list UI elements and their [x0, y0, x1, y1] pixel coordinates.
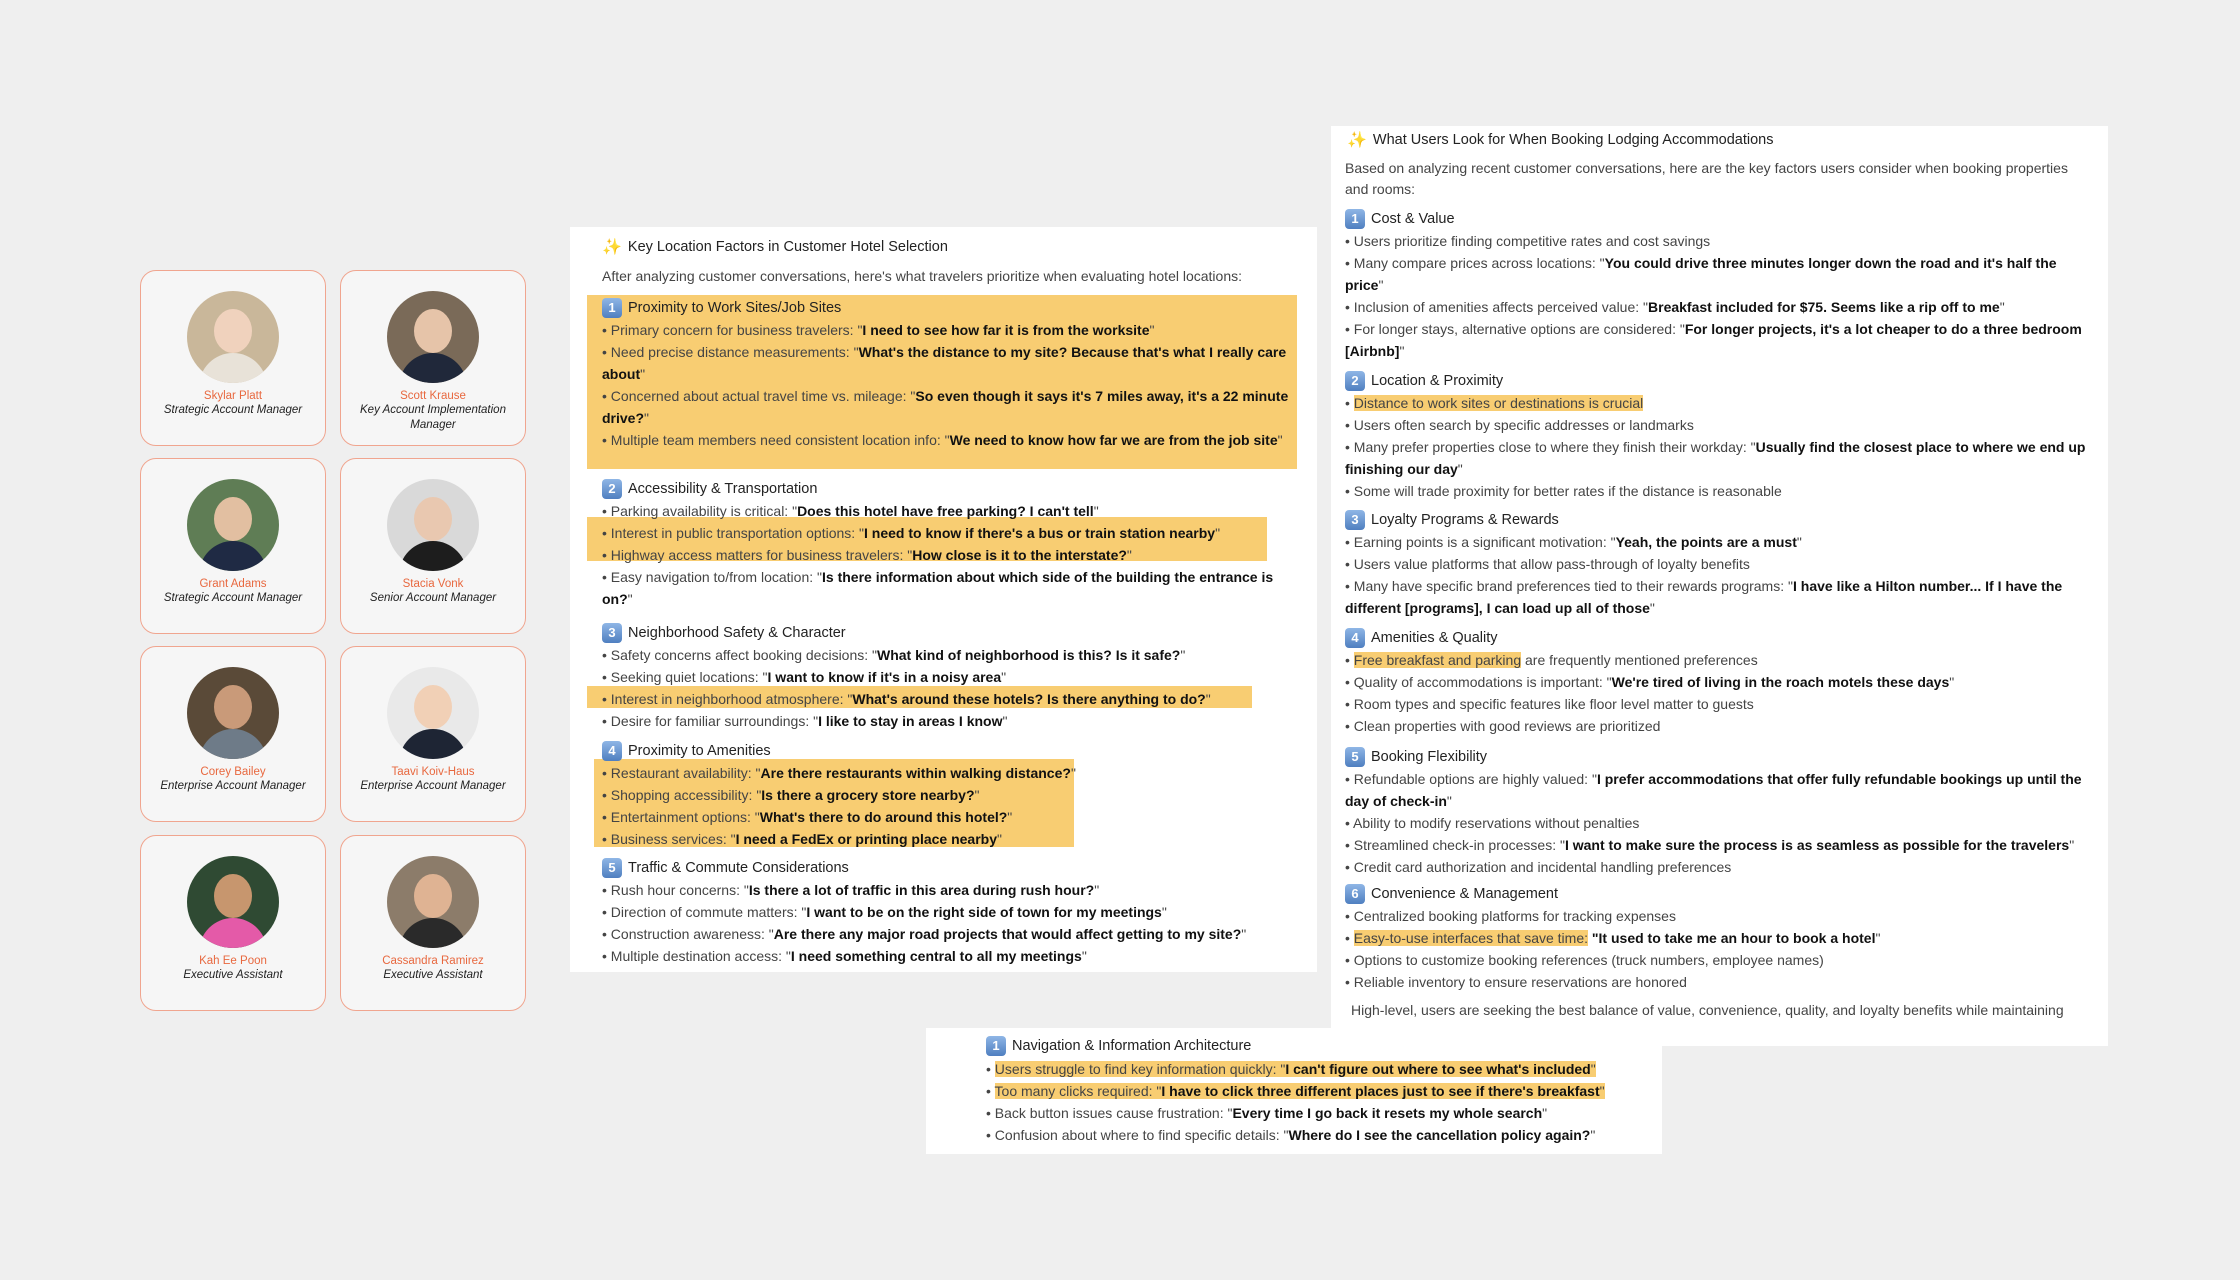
location-factors-panel	[570, 227, 1317, 972]
item-quote: I prefer accommodations that offer fully refundable bookings up until the day of check-in	[1345, 771, 2082, 809]
item-quote: I can't figure out where to see what's included	[1285, 1061, 1591, 1077]
item-text-end: are frequently mentioned preferences	[1521, 652, 1758, 668]
list-item: • Concerned about actual travel time vs. mileage: "So even though it says it's 7 miles away, it's a 22 minute drive?"	[602, 388, 1289, 426]
avatar	[187, 856, 279, 948]
lodging-panel-title: What Users Look for When Booking Lodging Accommodations	[1372, 132, 1774, 148]
item-quote: Yeah, the points are a must	[1615, 534, 1797, 550]
list-item: • Reliable inventory to ensure reservations are honored	[1345, 974, 1687, 990]
section-title: Proximity to Work Sites/Job Sites	[628, 300, 842, 316]
list-item: • Back button issues cause frustration: "Every time I go back it resets my whole search"	[986, 1105, 1548, 1121]
item-text: Concerned about actual travel time vs. mileage: "	[610, 388, 916, 404]
section	[1345, 509, 2090, 619]
list-item: • Need precise distance measurements: "What's the distance to my site? Because that's what I really care about"	[602, 344, 1287, 382]
section	[602, 857, 1307, 967]
section-title: Booking Flexibility	[1371, 749, 1488, 765]
item-quote: So even though it says it's 7 miles away, it's a 22 minute drive?	[602, 388, 1289, 426]
number-icon: 2	[602, 479, 622, 499]
nav-items	[986, 1058, 1605, 1146]
list-item: • Some will trade proximity for better rates if the distance is reasonable	[1345, 483, 1782, 499]
item-quote: I want to be on the right side of town for my meetings	[806, 904, 1162, 920]
section-title: Neighborhood Safety & Character	[628, 625, 846, 641]
list-item: • Safety concerns affect booking decisions: "What kind of neighborhood is this? Is it safe?"	[602, 647, 1186, 663]
item-text: Many compare prices across locations: "	[1353, 255, 1605, 271]
item-text: For longer stays, alternative options are considered: "	[1353, 321, 1685, 337]
list-item: • Many prefer properties close to where they finish their workday: "Usually find the closest place to where we end up finishing our day"	[1345, 439, 2086, 477]
list-item: • Users value platforms that allow pass-through of loyalty benefits	[1345, 556, 1750, 572]
item-text-end: "	[1590, 1127, 1596, 1143]
item-text-end: "	[974, 787, 980, 803]
person-name: Taavi Koiv-Haus	[391, 766, 475, 778]
item-quote: Is there a grocery store nearby?	[761, 787, 975, 803]
section	[602, 297, 1307, 451]
item-text: Ability to modify reservations without penalties	[1353, 815, 1640, 831]
item-text: Primary concern for business travelers: "	[610, 322, 863, 338]
item-text: Free breakfast and parking	[1353, 652, 1522, 668]
item-text-end: "	[1161, 904, 1167, 920]
item-text-end: "	[2069, 837, 2075, 853]
item-text: Reliable inventory to ensure reservations are honored	[1353, 974, 1687, 990]
list-item: • Quality of accommodations is important: "We're tired of living in the roach motels these days"	[1345, 674, 1955, 690]
item-text: Multiple destination access: "	[610, 948, 791, 964]
list-item: • Primary concern for business travelers: "I need to see how far it is from the worksite"	[602, 322, 1155, 338]
person-card[interactable]	[340, 270, 526, 446]
list-item: • Room types and specific features like floor level matter to guests	[1345, 696, 1754, 712]
list-item: • Multiple team members need consistent location info: "We need to know how far we are from the job site"	[602, 432, 1283, 448]
item-text: Users struggle to find key information quickly: "	[994, 1061, 1286, 1077]
item-text: Multiple team members need consistent location info: "	[610, 432, 950, 448]
list-item: • Users struggle to find key information quickly: "I can't figure out where to see what's included"	[986, 1061, 1596, 1077]
section-heading	[1345, 627, 2090, 649]
item-text-end: "	[1796, 534, 1802, 550]
item-text: Confusion about where to find specific details: "	[994, 1127, 1289, 1143]
lodging-panel-title-row	[1347, 130, 1774, 150]
list-item: • Too many clicks required: "I have to click three different places just to see if there's breakfast"	[986, 1083, 1605, 1099]
item-text: Entertainment options: "	[610, 809, 760, 825]
item-quote: Breakfast included for $75. Seems like a rip off to me	[1648, 299, 2000, 315]
item-quote: I have to click three different places just to see if there's breakfast	[1161, 1083, 1600, 1099]
item-quote: I want to know if it's in a noisy area	[767, 669, 1002, 685]
item-text-end: "	[1999, 299, 2005, 315]
person-role: Enterprise Account Manager	[360, 780, 506, 792]
section-heading	[602, 857, 1307, 879]
item-quote: What kind of neighborhood is this? Is it safe?	[877, 647, 1181, 663]
item-text: Need precise distance measurements: "	[610, 344, 859, 360]
item-text-end: "	[640, 366, 646, 382]
list-item: • Confusion about where to find specific details: "Where do I see the cancellation policy again?"	[986, 1127, 1596, 1143]
item-quote: Where do I see the cancellation policy again?	[1288, 1127, 1591, 1143]
item-quote: "It used to take me an hour to book a hotel	[1588, 930, 1876, 946]
item-text: Centralized booking platforms for tracking expenses	[1353, 908, 1676, 924]
list-item: • Seeking quiet locations: "I want to know if it's in a noisy area"	[602, 669, 1007, 685]
avatar	[187, 291, 279, 383]
item-text-end: "	[1002, 713, 1008, 729]
person-role: Strategic Account Manager	[163, 592, 303, 604]
item-text-end: "	[1599, 1083, 1605, 1099]
number-icon: 6	[1345, 884, 1365, 904]
location-panel-title: Key Location Factors in Customer Hotel Selection	[627, 239, 948, 255]
item-text: Parking availability is critical: "	[610, 503, 798, 519]
section-heading	[1345, 370, 2090, 392]
item-text: Many have specific brand preferences tied to their rewards programs: "	[1353, 578, 1793, 594]
item-quote: What's around these hotels? Is there anything to do?	[852, 691, 1206, 707]
number-icon: 4	[1345, 628, 1365, 648]
person-role: Key Account Implementation Manager	[360, 404, 506, 431]
number-icon: 5	[1345, 747, 1365, 767]
item-text-end: "	[1093, 503, 1099, 519]
list-item: • Centralized booking platforms for tracking expenses	[1345, 908, 1676, 924]
section-title: Proximity to Amenities	[628, 743, 771, 759]
item-text: Direction of commute matters: "	[610, 904, 807, 920]
list-item: • Earning points is a significant motivation: "Yeah, the points are a must"	[1345, 534, 1802, 550]
item-text: Many prefer properties close to where they finish their workday: "	[1353, 439, 1756, 455]
number-one-icon: 1	[986, 1036, 1006, 1056]
section	[1345, 627, 2090, 737]
item-text: Construction awareness: "	[610, 926, 774, 942]
list-item: • Clean properties with good reviews are prioritized	[1345, 718, 1661, 734]
lodging-panel	[1331, 126, 2108, 1046]
nav-section-heading	[986, 1035, 1251, 1057]
list-item: • Refundable options are highly valued: "I prefer accommodations that offer fully refundable bookings up until the day of check-in"	[1345, 771, 2082, 809]
list-item: • Credit card authorization and incidental handling preferences	[1345, 859, 1732, 875]
list-item: • Many compare prices across locations: "You could drive three minutes longer down the road and it's half the price"	[1345, 255, 2057, 293]
list-item: • Interest in neighborhood atmosphere: "What's around these hotels? Is there anything to do?"	[602, 691, 1211, 707]
section-title: Accessibility & Transportation	[628, 481, 818, 497]
section-heading	[1345, 883, 2090, 905]
item-text-end: "	[1081, 948, 1087, 964]
item-text: Inclusion of amenities affects perceived value: "	[1353, 299, 1649, 315]
list-item: • Easy-to-use interfaces that save time: "It used to take me an hour to book a hotel"	[1345, 930, 1881, 946]
section-title: Traffic & Commute Considerations	[628, 860, 849, 876]
item-text: Distance to work sites or destinations is crucial	[1353, 395, 1644, 411]
item-text: Room types and specific features like floor level matter to guests	[1353, 696, 1754, 712]
list-item: • Desire for familiar surroundings: "I like to stay in areas I know"	[602, 713, 1008, 729]
number-icon: 3	[602, 623, 622, 643]
item-text: Seeking quiet locations: "	[610, 669, 768, 685]
number-icon: 4	[602, 741, 622, 761]
item-quote: Every time I go back it resets my whole search	[1232, 1105, 1543, 1121]
item-text-end: "	[1007, 809, 1013, 825]
list-item: • Interest in public transportation options: "I need to know if there's a bus or train station nearby"	[602, 525, 1221, 541]
list-item: • Shopping accessibility: "Is there a grocery store nearby?"	[602, 787, 980, 803]
item-text: Users prioritize finding competitive rates and cost savings	[1353, 233, 1711, 249]
section	[1345, 208, 2090, 362]
avatar	[187, 479, 279, 571]
avatar	[387, 856, 479, 948]
list-item: • Construction awareness: "Are there any major road projects that would affect getting to my site?"	[602, 926, 1247, 942]
section-heading	[602, 622, 1307, 644]
item-text-end: "	[1649, 600, 1655, 616]
avatar	[187, 667, 279, 759]
item-text-end: "	[1001, 669, 1007, 685]
section	[1345, 746, 2090, 878]
section-heading	[602, 478, 1307, 500]
list-item: • Users prioritize finding competitive rates and cost savings	[1345, 233, 1711, 249]
item-text: Easy navigation to/from location: "	[610, 569, 822, 585]
person-name: Cassandra Ramirez	[382, 955, 484, 967]
item-text-end: "	[1241, 926, 1247, 942]
item-quote: Does this hotel have free parking? I can't tell	[797, 503, 1094, 519]
list-item: • Restaurant availability: "Are there restaurants within walking distance?"	[602, 765, 1076, 781]
item-quote: I have like a Hilton number... If I have the different [programs], I can load up all of those	[1345, 578, 2063, 616]
item-text: Too many clicks required: "	[994, 1083, 1162, 1099]
item-text: Highway access matters for business travelers: "	[610, 547, 913, 563]
list-item: • Streamlined check-in processes: "I want to make sure the process is as seamless as possible for the travelers"	[1345, 837, 2075, 853]
item-quote: I need a FedEx or printing place nearby	[735, 831, 997, 847]
number-icon: 5	[602, 858, 622, 878]
item-text-end: "	[644, 410, 649, 426]
person-card[interactable]	[340, 835, 526, 1011]
item-text: Business services: "	[610, 831, 736, 847]
section-heading	[602, 297, 1307, 319]
section-title: Loyalty Programs & Rewards	[1371, 512, 1559, 528]
number-icon: 1	[1345, 209, 1365, 229]
item-quote: I want to make sure the process is as seamless as possible for the travelers	[1564, 837, 2070, 853]
item-text: Users often search by specific addresses or landmarks	[1353, 417, 1694, 433]
sparkle-icon: ✨	[1347, 132, 1367, 149]
item-quote: I need to see how far it is from the worksite	[862, 322, 1150, 338]
person-name: Corey Bailey	[200, 766, 266, 778]
item-text-end: "	[1446, 793, 1452, 809]
item-text: Restaurant availability: "	[610, 765, 761, 781]
list-item: • Easy navigation to/from location: "Is there information about which side of the building the entrance is on?"	[602, 569, 1274, 607]
person-card[interactable]	[140, 646, 326, 822]
item-text: Easy-to-use interfaces that save time:	[1353, 930, 1589, 946]
lodging-panel-footer: High-level, users are seeking the best balance of value, convenience, quality, and loyalty benefits while maintaining	[1351, 1002, 2064, 1018]
item-quote: You could drive three minutes longer down the road and it's half the price	[1345, 255, 2057, 293]
section-title: Cost & Value	[1371, 211, 1455, 227]
item-quote: Are there any major road projects that would affect getting to my site?	[773, 926, 1242, 942]
person-name: Grant Adams	[199, 578, 267, 590]
lodging-panel-intro: Based on analyzing recent customer conversations, here are the key factors users consider when booking properties and rooms:	[1345, 160, 2068, 197]
person-card[interactable]	[340, 646, 526, 822]
item-text-end: "	[1180, 647, 1186, 663]
item-quote: How close is it to the interstate?	[912, 547, 1127, 563]
item-quote: I like to stay in areas I know	[818, 713, 1003, 729]
list-item: • Many have specific brand preferences tied to their rewards programs: "I have like a Hilton number... If I have the different [programs], I can load up all of those"	[1345, 578, 2063, 616]
person-role: Executive Assistant	[383, 969, 483, 981]
person-role: Executive Assistant	[183, 969, 283, 981]
item-text: Shopping accessibility: "	[610, 787, 762, 803]
section-heading	[1345, 746, 2090, 768]
list-item: • Parking availability is critical: "Does this hotel have free parking? I can't tell"	[602, 503, 1099, 519]
list-item: • Free breakfast and parking are frequently mentioned preferences	[1345, 652, 1758, 668]
person-card[interactable]	[140, 458, 326, 634]
item-text: Clean properties with good reviews are prioritized	[1353, 718, 1661, 734]
item-quote: I need something central to all my meetings	[790, 948, 1082, 964]
person-role: Senior Account Manager	[369, 592, 497, 604]
person-name: Scott Krause	[400, 390, 466, 402]
section-heading	[602, 740, 1307, 762]
item-text-end: "	[1205, 691, 1211, 707]
section-heading	[1345, 509, 2090, 531]
item-quote: We're tired of living in the roach motels these days	[1611, 674, 1950, 690]
list-item: • Options to customize booking references (truck numbers, employee names)	[1345, 952, 1824, 968]
section	[1345, 883, 2090, 993]
section-title: Amenities & Quality	[1371, 630, 1498, 646]
sparkle-icon: ✨	[602, 239, 622, 256]
section	[1345, 370, 2090, 502]
item-text-end: "	[1149, 322, 1155, 338]
list-item: • Distance to work sites or destinations is crucial	[1345, 395, 1644, 411]
item-quote: I need to know if there's a bus or train station nearby	[864, 525, 1216, 541]
item-quote: What's the distance to my site? Because that's what I really care about	[602, 344, 1287, 382]
person-card[interactable]	[140, 270, 326, 446]
item-text-end: "	[997, 831, 1002, 847]
item-text-end: "	[1399, 343, 1405, 359]
navigation-panel	[926, 1028, 1662, 1154]
list-item: • Inclusion of amenities affects perceived value: "Breakfast included for $75. Seems like a rip off to me"	[1345, 299, 2005, 315]
list-item: • Business services: "I need a FedEx or printing place nearby"	[602, 831, 1002, 847]
item-text: Desire for familiar surroundings: "	[610, 713, 819, 729]
avatar	[387, 667, 479, 759]
item-text: Safety concerns affect booking decisions: "	[610, 647, 877, 663]
item-text: Some will trade proximity for better rates if the distance is reasonable	[1353, 483, 1782, 499]
item-text-end: "	[1378, 277, 1384, 293]
person-card[interactable]	[140, 835, 326, 1011]
item-text: Rush hour concerns: "	[610, 882, 749, 898]
list-item: • Users often search by specific addresses or landmarks	[1345, 417, 1694, 433]
location-panel-title-row	[602, 237, 948, 257]
person-name: Stacia Vonk	[402, 578, 464, 590]
list-item: • Rush hour concerns: "Is there a lot of traffic in this area during rush hour?"	[602, 882, 1100, 898]
section	[602, 740, 1307, 850]
item-text: Streamlined check-in processes: "	[1353, 837, 1565, 853]
item-text: Interest in public transportation options: "	[610, 525, 865, 541]
item-text: Users value platforms that allow pass-through of loyalty benefits	[1353, 556, 1750, 572]
list-item: • Ability to modify reservations without penalties	[1345, 815, 1640, 831]
item-quote: Is there a lot of traffic in this area during rush hour?	[748, 882, 1095, 898]
item-text-end: "	[627, 591, 633, 607]
item-quote: Are there restaurants within walking distance?	[760, 765, 1071, 781]
section-heading	[1345, 208, 2090, 230]
item-text-end: "	[1277, 432, 1283, 448]
avatar	[387, 291, 479, 383]
person-name: Skylar Platt	[203, 390, 263, 402]
item-quote: We need to know how far we are from the job site	[949, 432, 1278, 448]
list-item: • Entertainment options: "What's there to do around this hotel?"	[602, 809, 1013, 825]
item-text-end: "	[1590, 1061, 1596, 1077]
section	[602, 478, 1307, 610]
list-item: • Highway access matters for business travelers: "How close is it to the interstate?"	[602, 547, 1132, 563]
item-text: Quality of accommodations is important: "	[1353, 674, 1612, 690]
avatar	[387, 479, 479, 571]
item-text-end: "	[1215, 525, 1221, 541]
item-text: Earning points is a significant motivation: "	[1353, 534, 1616, 550]
item-text: Credit card authorization and incidental handling preferences	[1353, 859, 1732, 875]
item-text-end: "	[1457, 461, 1463, 477]
section-title: Location & Proximity	[1371, 373, 1504, 389]
person-name: Kah Ee Poon	[199, 955, 267, 967]
person-card[interactable]	[340, 458, 526, 634]
list-item: • Direction of commute matters: "I want to be on the right side of town for my meetings"	[602, 904, 1167, 920]
person-role: Enterprise Account Manager	[160, 780, 306, 792]
item-quote: Usually find the closest place to where we end up finishing our day	[1345, 439, 2086, 477]
section	[602, 622, 1307, 732]
item-quote: Is there information about which side of the building the entrance is on?	[602, 569, 1274, 607]
number-icon: 2	[1345, 371, 1365, 391]
location-panel-intro: After analyzing customer conversations, here's what travelers prioritize when evaluating hotel locations:	[602, 268, 1242, 284]
item-text: Back button issues cause frustration: "	[994, 1105, 1233, 1121]
item-text-end: "	[1126, 547, 1132, 563]
person-role: Strategic Account Manager	[163, 404, 303, 416]
item-text-end: "	[1949, 674, 1955, 690]
section-title: Convenience & Management	[1371, 886, 1559, 902]
item-text-end: "	[1542, 1105, 1548, 1121]
number-icon: 1	[602, 298, 622, 318]
item-quote: What's there to do around this hotel?	[759, 809, 1008, 825]
number-icon: 3	[1345, 510, 1365, 530]
item-text: Options to customize booking references (truck numbers, employee names)	[1353, 952, 1824, 968]
list-item: • Multiple destination access: "I need something central to all my meetings"	[602, 948, 1087, 964]
item-text-end: "	[1094, 882, 1100, 898]
list-item: • For longer stays, alternative options are considered: "For longer projects, it's a lot cheaper to do a three bedroom [Airbnb]"	[1345, 321, 2082, 359]
item-text-end: "	[1070, 765, 1076, 781]
item-text: Interest in neighborhood atmosphere: "	[610, 691, 853, 707]
item-text-end: "	[1875, 930, 1881, 946]
item-text: Refundable options are highly valued: "	[1353, 771, 1597, 787]
nav-section-title: Navigation & Information Architecture	[1012, 1038, 1252, 1054]
item-quote: For longer projects, it's a lot cheaper to do a three bedroom [Airbnb]	[1345, 321, 2082, 359]
